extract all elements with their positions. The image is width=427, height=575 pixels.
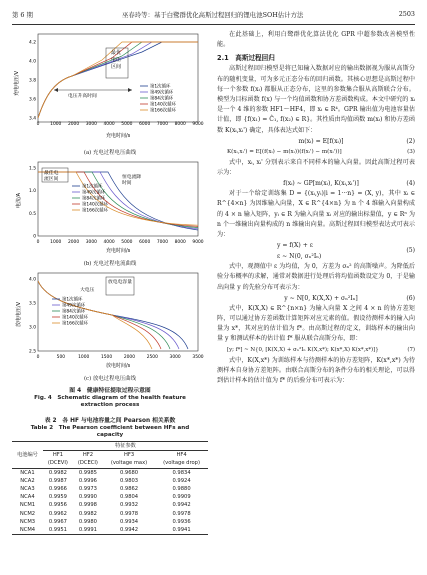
eq7-number: (7) xyxy=(407,346,415,353)
figure-title-cn: 图 4 健康特征提取过程示意图 xyxy=(69,388,151,394)
row-hf-value: 0.9959 xyxy=(48,494,67,501)
discharge-curve xyxy=(38,281,179,349)
row-hf-value: 0.9962 xyxy=(48,510,67,517)
row-hf-value: 0.9932 xyxy=(119,502,139,509)
row-hf-value: 0.9880 xyxy=(172,486,191,493)
x-tick-label: 9000 xyxy=(192,240,204,245)
legend-label: 第140次循环 xyxy=(82,202,108,208)
row-hf-value: 0.9966 xyxy=(48,486,67,493)
row-hf-value: 0.9680 xyxy=(119,469,139,476)
page-number: 2503 xyxy=(398,10,415,18)
row-battery-id: NCM1 xyxy=(19,502,36,509)
legend-label: 第166次循环 xyxy=(150,108,176,114)
legend-label: 第1次循环 xyxy=(62,297,83,303)
a-ylabel: 充电电压/V xyxy=(14,70,20,96)
equation-6 xyxy=(227,293,415,304)
b-ann-range: 流区间 xyxy=(44,177,59,182)
paragraph-6: 式中，K(X,x*) 为训练样本与待测样本的协方差矩阵，K(x*,x*) 为待测样本自身协方差矩阵。由联合高斯分布的条件分布的相关理论，可以得到估计样本的估计值为 f* 的后验分布可表示为： xyxy=(217,356,415,385)
header-rule xyxy=(12,24,415,25)
x-tick-label: 3000 xyxy=(85,240,97,245)
paragraph-3: 对于一个给定训练集 D = {(xᵢ,yᵢ)|i = 1···n} = (X, y)，其中 xᵢ ∈ R^{4×n} 为因维输入向量，X ∈ R^{4×n} 为 n 个 4 维输入向量构成的 4 × n 输入矩阵，yᵢ ∈ R 为输入向量 xᵢ 对应的输出标量值，y ∈ Rⁿ 为 n 个一维输出向量构成的 n 维输出向量。高斯过程回归模型表达式可表示为： xyxy=(217,190,415,239)
eq2-body: m(xᵢ) = E[f(xᵢ)] xyxy=(298,137,344,145)
x-tick-label: 2000 xyxy=(67,240,80,245)
table-row xyxy=(12,526,208,535)
figure-a-voltage-charge xyxy=(12,30,208,148)
x-tick-label: 5000 xyxy=(121,122,133,127)
legend-label: 第140次循环 xyxy=(150,102,176,108)
y-tick-label: 1.0 xyxy=(29,189,36,195)
table-row xyxy=(12,477,208,485)
x-tick-label: 1500 xyxy=(100,355,113,360)
figure-b-current-charge xyxy=(12,158,208,258)
x-tick-label: 7000 xyxy=(156,240,169,245)
x-tick-label: 1000 xyxy=(78,355,90,360)
row-hf-value: 0.9967 xyxy=(48,518,67,525)
row-battery-id: NCM4 xyxy=(19,527,36,534)
x-tick-label: 0 xyxy=(36,122,40,127)
col-hf2: HF2 xyxy=(82,452,93,459)
b-ann-best: 最佳电 xyxy=(44,171,59,176)
x-tick-label: 2000 xyxy=(67,122,80,127)
current-curve xyxy=(38,172,198,230)
legend-label: 第84次循环 xyxy=(150,96,174,102)
b-ann-drop: 恒电流降 xyxy=(122,175,142,180)
row-hf-value: 0.9956 xyxy=(48,502,67,509)
current-curve xyxy=(38,172,198,229)
issue-number: 第 6 期 xyxy=(12,11,33,19)
row-hf-value: 0.9834 xyxy=(172,469,191,476)
eq2-number: (2) xyxy=(406,137,415,145)
eq7-body: [y; f*] ~ N{0, [K(X,X) + σₙ²Iₙ K(X,x*); K(x*,X) K(x*,x*)]} xyxy=(227,346,379,353)
row-battery-id: NCA4 xyxy=(20,494,35,501)
x-tick-label: 6000 xyxy=(139,122,151,127)
col-hf3-sub: (voltage max) xyxy=(110,460,148,467)
equation-3 xyxy=(227,147,415,158)
row-battery-id: NCM2 xyxy=(19,510,36,517)
table-row xyxy=(12,518,208,526)
y-tick-label: 0.5 xyxy=(29,211,36,217)
row-hf-value: 0.9980 xyxy=(78,518,97,525)
eq5-line1: y = f(X) + ε xyxy=(277,242,313,250)
equation-5 xyxy=(227,240,415,262)
y-tick-label: 3.4 xyxy=(29,116,36,122)
col-group: 特征参数 xyxy=(43,442,208,451)
c-ann-maxv: 大电压 xyxy=(80,288,95,293)
legend-label: 第84次循环 xyxy=(62,309,86,315)
row-hf-value: 0.9936 xyxy=(172,518,191,525)
x-tick-label: 9000 xyxy=(192,122,204,127)
row-hf-value: 0.9924 xyxy=(172,477,191,484)
table-row xyxy=(12,468,208,477)
row-hf-value: 0.9803 xyxy=(119,477,139,484)
row-hf-value: 0.9982 xyxy=(48,469,67,476)
x-tick-label: 2000 xyxy=(123,355,136,360)
a-xlabel: 充电时间/s xyxy=(106,133,131,139)
col-hf4: HF4 xyxy=(176,452,187,459)
eq4-number: (4) xyxy=(406,180,415,188)
pearson-table xyxy=(12,441,208,535)
col-battery-id: 电池编号 xyxy=(12,442,43,469)
col-hf1: HF1 xyxy=(52,452,63,459)
legend-label: 第166次循环 xyxy=(82,208,108,214)
x-tick-label: 3000 xyxy=(85,122,97,127)
equation-2 xyxy=(227,136,415,147)
discharge-curve xyxy=(38,281,161,349)
table-row xyxy=(12,510,208,518)
row-hf-value: 0.9998 xyxy=(78,502,97,509)
row-hf-value: 0.9934 xyxy=(119,518,139,525)
row-hf-value: 0.9985 xyxy=(78,469,97,476)
row-hf-value: 0.9862 xyxy=(119,486,139,493)
a-ann-range: 区间 xyxy=(111,64,122,70)
x-tick-label: 6000 xyxy=(139,240,151,245)
row-hf-value: 0.9951 xyxy=(48,527,67,534)
current-curve xyxy=(38,172,198,226)
legend-label: 第49次循环 xyxy=(62,303,86,309)
running-title: 巫春玲等：基于白鹭群优化高斯过程回归的锂电池SOH估计方法 xyxy=(122,11,304,19)
row-hf-value: 0.9909 xyxy=(172,494,191,501)
col-hf4-sub: (voltage drop) xyxy=(163,460,200,467)
c-ann-capacity: 放电电容量 xyxy=(108,280,132,285)
equation-7 xyxy=(227,345,415,356)
paragraph-5: 式中，K(X,X) ∈ R^{n×n} 为输入向量 X 之间 4 × n 的协方差矩阵，可以通过协方差函数计算矩阵对应元素的值。假设待测样本的输入向量为 x*，其对应的估计值为 f*。由高斯过程的定义，训练样本的输出向量 y 和测试样本的估计值 f* 服从联合高斯分布，即： xyxy=(217,304,415,343)
x-tick-label: 500 xyxy=(56,355,66,360)
legend-label: 第166次循环 xyxy=(62,321,88,327)
row-hf-value: 0.9996 xyxy=(78,477,97,484)
x-tick-label: 3500 xyxy=(192,355,204,360)
current-curve xyxy=(38,172,198,228)
paragraph-2: 式中，xᵢ, xᵢ' 分别表示来自不同样本的输入向量。因此高斯过程可表示为： xyxy=(217,158,415,177)
figure-c-caption: (c) 放电过程电压曲线 xyxy=(83,376,137,382)
b-ann-time: 时间 xyxy=(122,181,132,186)
row-hf-value: 0.9942 xyxy=(172,502,191,509)
y-tick-label: 3.8 xyxy=(29,78,36,84)
table-title-en: Table 2 The Pearson coefficient between HFs and capacity xyxy=(30,425,190,438)
paragraph-4: 式中，观测值中 ε 为均值，为 0，方差为 σₙ² 的高斯噪声。为降低后验分布概率的求解，通常对数据进行处理后将均值函数设定为 0，于是输出向量 y 的先验分布可表示为： xyxy=(217,263,415,291)
y-tick-label: 4.0 xyxy=(29,59,36,65)
c-xlabel: 放电时间/s xyxy=(106,363,131,369)
row-hf-value: 0.9973 xyxy=(78,486,97,493)
row-battery-id: NCM3 xyxy=(19,518,36,525)
y-tick-label: 3.0 xyxy=(29,325,36,331)
b-ylabel: 电流/A xyxy=(16,192,22,208)
legend-label: 第49次循环 xyxy=(150,90,174,96)
eq4-body: f(xᵢ) ~ GP[m(xᵢ), K(xᵢ,xᵢ')] xyxy=(283,180,359,188)
col-hf1-sub: (DCEVI) xyxy=(47,460,68,467)
row-hf-value: 0.9978 xyxy=(172,510,191,517)
x-tick-label: 4000 xyxy=(103,240,115,245)
row-hf-value: 0.9978 xyxy=(119,510,139,517)
x-tick-label: 5000 xyxy=(121,240,133,245)
intro-paragraph: 在此基础上，利用白鹭群优化算法优化 GPR 中超参数改善模型性能。 xyxy=(217,31,415,49)
x-tick-label: 8000 xyxy=(174,240,186,245)
x-tick-label: 8000 xyxy=(174,122,186,127)
x-tick-label: 0 xyxy=(36,355,40,360)
eq3-number: (3) xyxy=(407,148,415,155)
y-tick-label: 1.5 xyxy=(29,166,36,172)
legend-label: 第1次循环 xyxy=(82,184,103,190)
y-tick-label: 3.6 xyxy=(29,97,36,103)
a-ann-optimal: 最优 xyxy=(111,50,122,56)
section-heading: 2.1 高斯过程回归 xyxy=(217,54,275,63)
legend-label: 第140次循环 xyxy=(62,315,88,321)
row-hf-value: 0.9990 xyxy=(78,494,97,501)
y-tick-label: 4.2 xyxy=(29,40,36,46)
row-hf-value: 0.9987 xyxy=(48,477,67,484)
table-title-cn: 表 2 各 HF 与电池容量之间 Pearson 相关系数 xyxy=(44,418,176,424)
table-row xyxy=(12,493,208,501)
y-tick-label: 4.0 xyxy=(29,277,36,283)
figure-title-en: Fig. 4 Schematic diagram of the health feature extraction process xyxy=(34,395,186,408)
legend-label: 第49次循环 xyxy=(82,190,106,196)
running-header xyxy=(12,10,415,22)
a-ann-rise-time: 电压升高时间 xyxy=(68,94,97,99)
x-tick-label: 0 xyxy=(36,240,40,245)
col-hf2-sub: (DCECI) xyxy=(77,460,98,467)
x-tick-label: 4000 xyxy=(103,122,115,127)
c-ylabel: 放电电压/V xyxy=(16,301,22,327)
legend-label: 第84次循环 xyxy=(82,196,106,202)
x-tick-label: 2500 xyxy=(146,355,158,360)
eq6-number: (6) xyxy=(406,294,415,302)
eq5-line2: ε ~ N(0, σₙ²Iₙ) xyxy=(277,253,322,261)
row-hf-value: 0.9991 xyxy=(78,527,97,534)
table-row xyxy=(12,485,208,493)
row-hf-value: 0.9982 xyxy=(78,510,97,517)
discharge-curve xyxy=(38,281,170,349)
table-row xyxy=(12,501,208,509)
eq3-body: K(xᵢ,xᵢ') = E[(f(xᵢ) − m(xᵢ))(f(xᵢ') − m(xᵢ'))] xyxy=(227,148,342,155)
left-column xyxy=(12,30,208,535)
y-tick-label: 0 xyxy=(33,234,36,240)
y-tick-label: 3.5 xyxy=(29,301,36,307)
x-tick-label: 3000 xyxy=(169,355,181,360)
discharge-curve xyxy=(38,281,152,349)
figure-c-voltage-discharge xyxy=(12,269,208,373)
eq6-body: y ~ N[0, K(X,X) + σₙ²Iₙ] xyxy=(284,294,358,302)
row-battery-id: NCA3 xyxy=(20,486,35,493)
paragraph-1: 高斯过程回归模型是将已知输入数据对应的输出数据视为服从高斯分布的随机变量，可为多元正态分布的回归函数。其核心思想是高斯过程中每一个参数 f(xᵢ) 都服从正态分布，这里的参数集合服从高斯联合分布。模型为目标函数 f(x) 与一个均值函数和协方差函数构成。本文中研究的 xᵢ 是一个 4 维的参数 HF1～HF4，即 xᵢ ∈ R⁴。GPR 输出值为电池容量估计值，即 {f(x₁) = Ĉ₁, f(x₂) ∈ R}。其性质由均值函数 m(xᵢ) 和协方差函数 K(xᵢ,xᵢ') 确定，具体表达式如下： xyxy=(217,65,415,134)
col-hf3: HF3 xyxy=(123,452,135,459)
y-tick-label: 2.5 xyxy=(29,349,36,355)
row-battery-id: NCA1 xyxy=(20,469,35,476)
eq5-number: (5) xyxy=(406,247,415,255)
legend-label: 第1次循环 xyxy=(150,84,171,90)
figure-b-caption: (b) 充电过程电流曲线 xyxy=(83,261,137,267)
row-hf-value: 0.9804 xyxy=(119,494,139,501)
row-battery-id: NCA2 xyxy=(20,477,35,484)
row-hf-value: 0.9941 xyxy=(172,527,191,534)
a-ann-voltage: 电压 xyxy=(111,57,122,63)
x-tick-label: 1000 xyxy=(50,122,62,127)
row-hf-value: 0.9942 xyxy=(119,527,139,534)
x-tick-label: 1000 xyxy=(50,240,62,245)
equation-4 xyxy=(227,178,415,189)
right-column xyxy=(217,30,415,386)
b-xlabel: 充电时间/s xyxy=(106,248,131,254)
figure-a-caption: (a) 充电过程电压曲线 xyxy=(83,150,137,156)
x-tick-label: 7000 xyxy=(156,122,169,127)
